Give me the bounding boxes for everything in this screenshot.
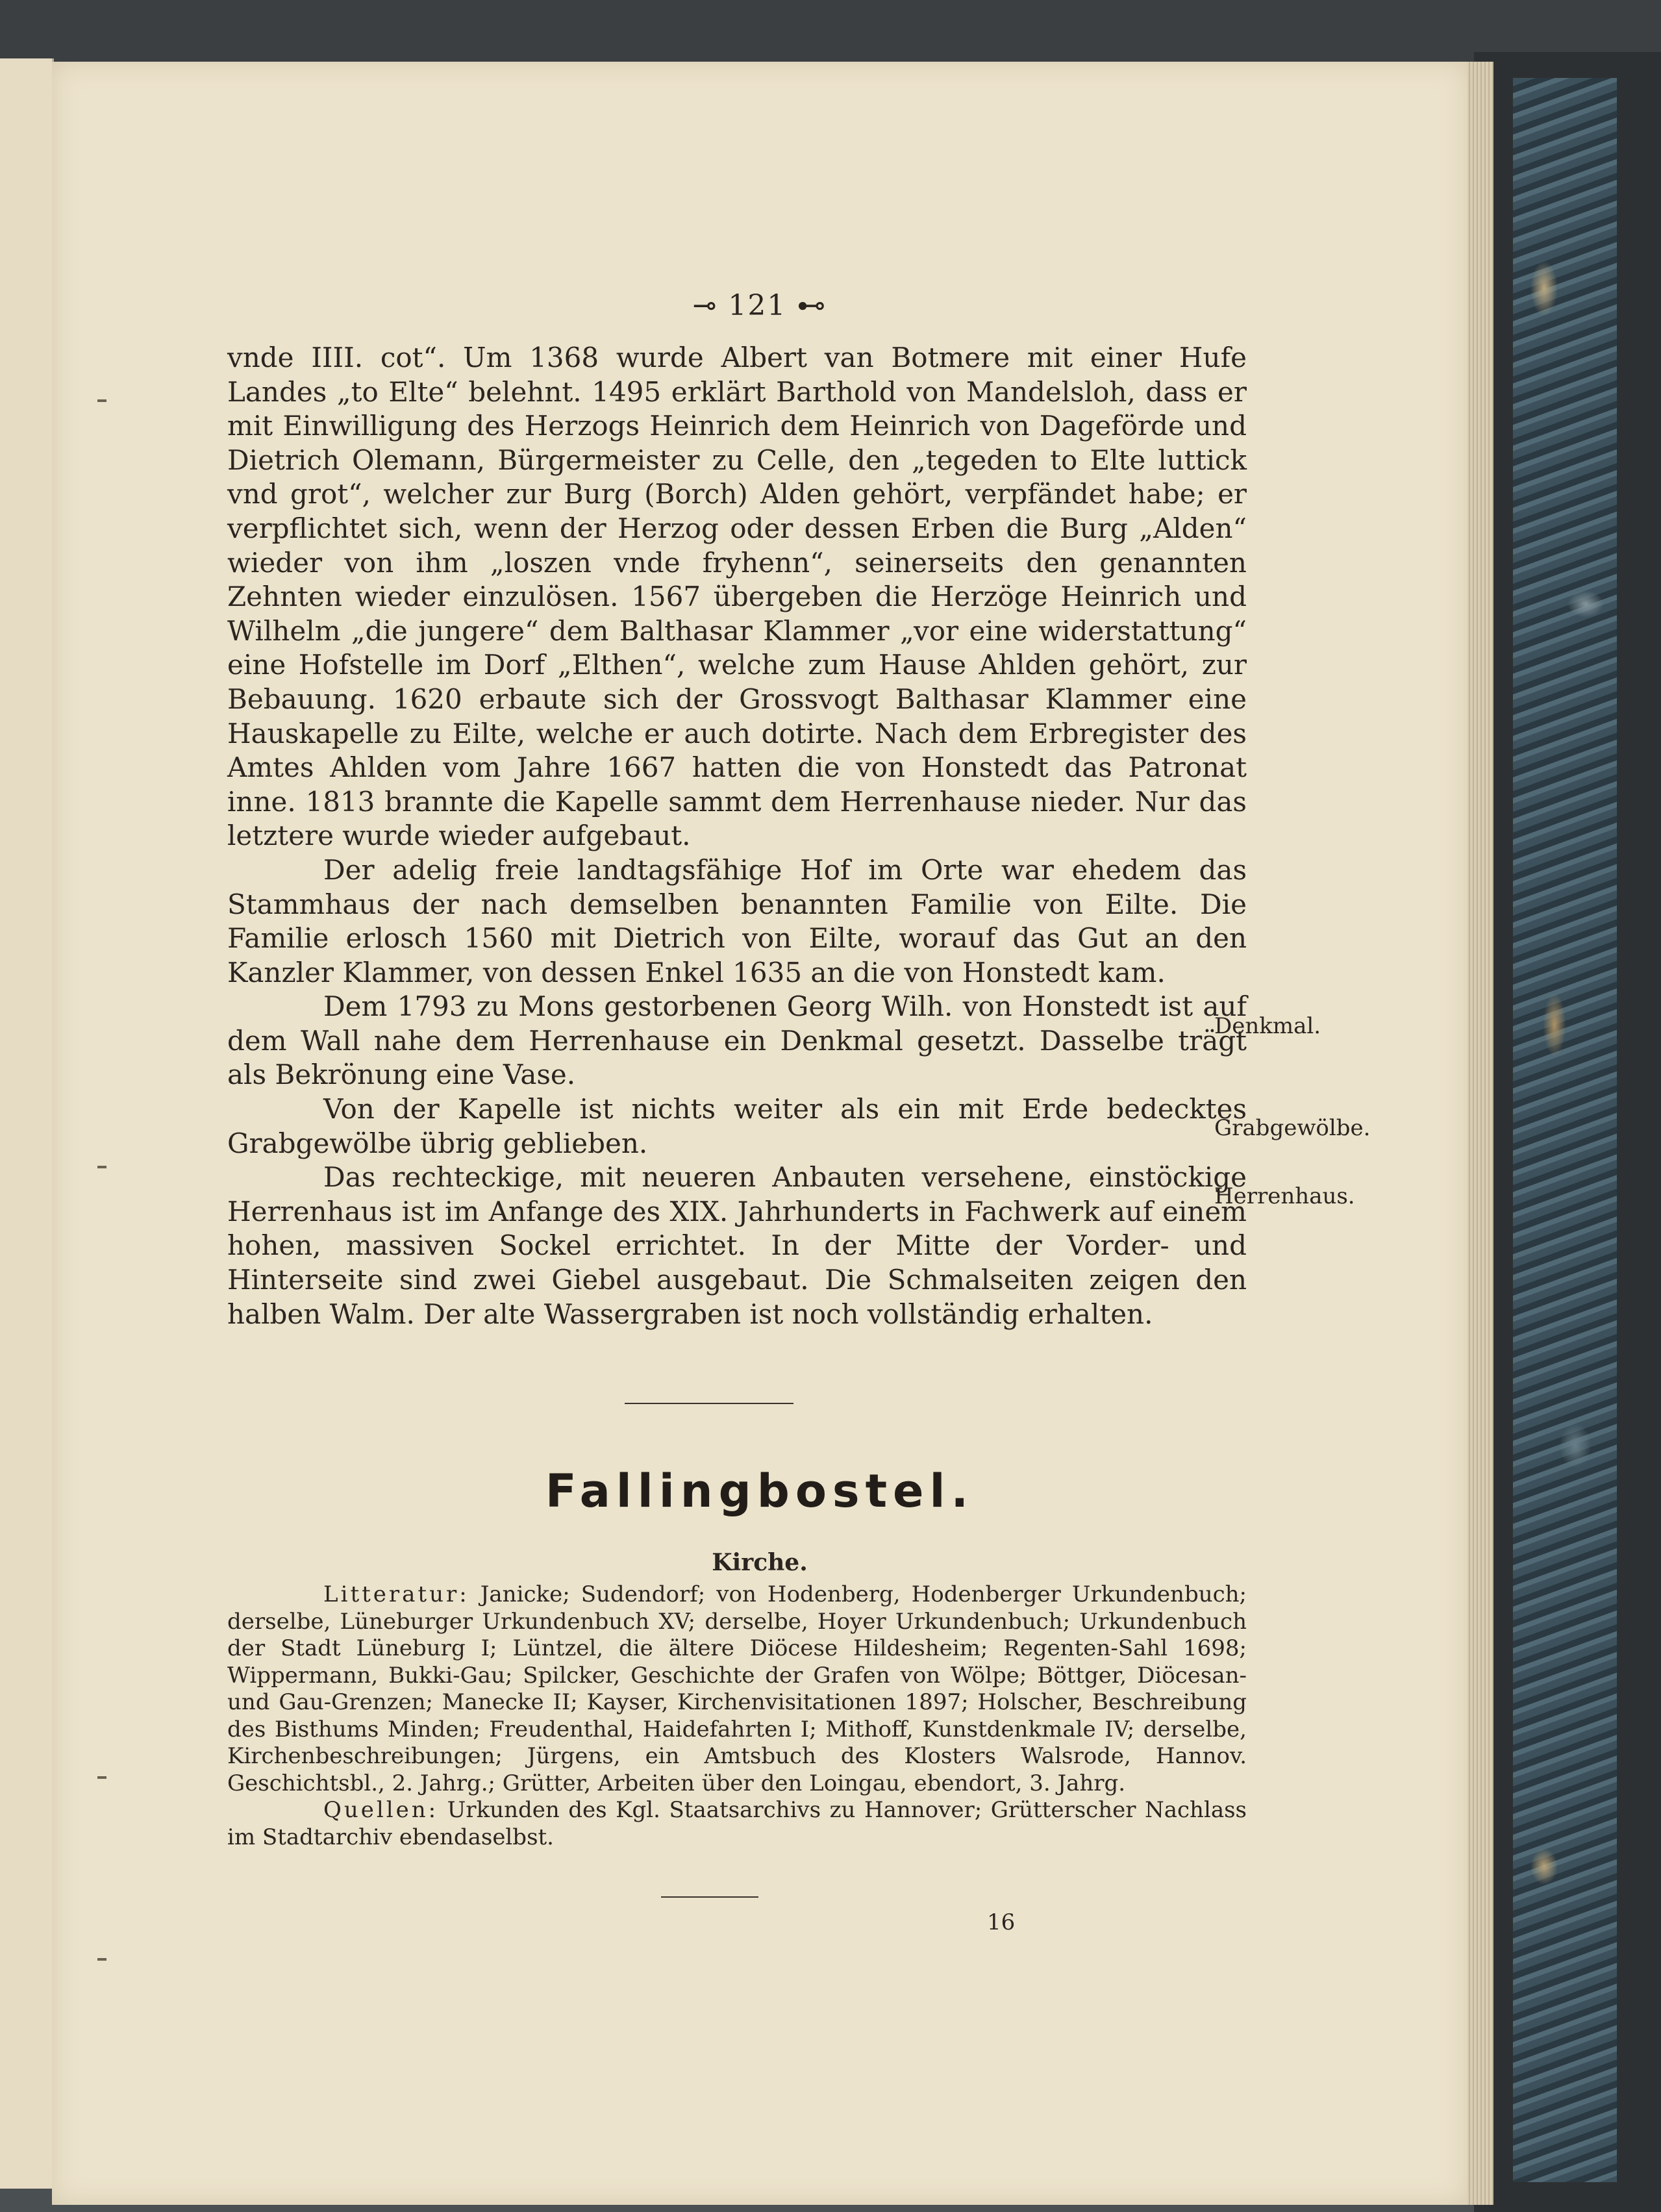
margin-note-herrenhaus: Herrenhaus. — [1214, 1183, 1355, 1209]
binding-stitch — [97, 1958, 106, 1961]
signature-mark: 16 — [987, 1909, 1016, 1935]
binding-stitch — [97, 399, 106, 402]
section-divider — [625, 1403, 793, 1404]
facing-page — [0, 58, 54, 2189]
margin-note-denkmal: Denkmal. — [1214, 1013, 1321, 1039]
page — [52, 62, 1467, 2205]
margin-note-grabgewoelbe: Grabgewölbe. — [1214, 1115, 1371, 1141]
sources-paragraph — [227, 1797, 1247, 1851]
paragraph: Das rechteckige, mit neueren Anbauten versehene, einstöckige Herrenhaus ist im Anfange des XIX. Jahrhunderts in Fachwerk auf einem hohen, massiven Sockel errichtet. In der Mitte der Vorder- und Hinterseite sind zwei Giebel ausgebaut. Die Schmalseiten zeigen den halben Walm. Der alte Wassergraben ist noch vollständig erhalten. — [227, 1161, 1247, 1330]
paragraph: Dem 1793 zu Mons gestorbenen Georg Wilh. von Honstedt ist auf dem Wall nahe dem Herrenhause ein Denkmal gesetzt. Dasselbe trägt als Bekrönung eine Vase. — [227, 990, 1247, 1091]
marbled-edge — [1513, 78, 1617, 2182]
section-title: Fallingbostel. — [545, 1464, 975, 1518]
paragraph: Der adelig freie landtagsfähige Hof im Orte war ehedem das Stammhaus der nach demselben benannten Familie von Eilte. Die Familie erlosch 1560 mit Dietrich von Eilte, worauf das Gut an den Kanzler Klammer, von dessen Enkel 1635 an die von Honstedt kam. — [227, 853, 1247, 988]
paragraph: vnde IIII. cot“. Um 1368 wurde Albert van Botmere mit einer Hufe Landes „to Elte“ belehnt. 1495 erklärt Barthold von Mandelsloh, dass er mit Einwilligung des Herzogs Heinrich dem Heinrich von Dageförde und Dietrich Olemann, Bürgermeister zu Celle, den „tegeden to Elte luttick vnd grot“, welcher zur Burg (Borch) Alden gehört, verpfändet habe; er verpflichtet sich, wenn der Herzog oder dessen Erben die Burg „Alden“ wieder von ihm „loszen vnde fryhenn“, seinerseits den genannten Zehnten wieder einzulösen. 1567 übergeben die Herzöge Heinrich und Wilhelm „die jungere“ dem Balthasar Klammer „vor eine widerstattung“ eine Hofstelle im Dorf „Elthen“, welche zum Hause Ahlden gehört, zur Bebauung. 1620 erbaute sich der Grossvogt Balthasar Klammer eine Hauskapelle zu Eilte, welche er auch dotirte. Nach dem Erbregister des Amtes Ahlden vom Jahre 1667 hatten die von Honstedt das Patronat inne. 1813 brannte die Kapelle sammt dem Herrenhause nieder. Nur das letztere wurde wieder aufgebaut. — [227, 342, 1247, 852]
binding-stitch — [97, 1166, 106, 1168]
footer-divider — [661, 1896, 758, 1898]
literature-label: Litteratur: — [323, 1581, 469, 1607]
running-head: ⊸ 121 ⊷ — [692, 289, 827, 322]
body-text — [227, 341, 1247, 1331]
binding-stitch — [97, 1776, 106, 1779]
literature-block — [227, 1581, 1247, 1851]
literature-text: Janicke; Sudendorf; von Hodenberg, Hodenberger Urkundenbuch; derselbe, Lüneburger Urkundenbuch XV; derselbe, Hoyer Urkundenbuch; Urkundenbuch der Stadt Lüneburg I; Lüntzel, die ältere Diöcese Hildesheim; Regenten-Sahl 1698; Wippermann, Bukki-Gau; Spilcker, Geschichte der Grafen von Wölpe; Böttger, Diöcesan- und Gau-Grenzen; Manecke II; Kayser, Kirchenvisitationen 1897; Holscher, Beschreibung des Bisthums Minden; Freudenthal, Haidefahrten I; Mithoff, Kunstdenkmale IV; derselbe, Kirchenbeschreibungen; Jürgens, ein Amtsbuch des Klosters Walsrode, Hannov. Geschichtsbl., 2. Jahrg.; Grütter, Arbeiten über den Loingau, ebendort, 3. Jahrg. — [227, 1581, 1247, 1796]
paragraph: Von der Kapelle ist nichts weiter als ein mit Erde bedecktes Grabgewölbe übrig geblieben. — [227, 1093, 1247, 1159]
literature-paragraph — [227, 1581, 1247, 1797]
section-subtitle: Kirche. — [712, 1549, 808, 1576]
sources-text: Urkunden des Kgl. Staatsarchivs zu Hannover; Grütterscher Nachlass im Stadtarchiv ebendaselbst. — [227, 1797, 1247, 1850]
sources-label: Quellen: — [323, 1797, 439, 1823]
